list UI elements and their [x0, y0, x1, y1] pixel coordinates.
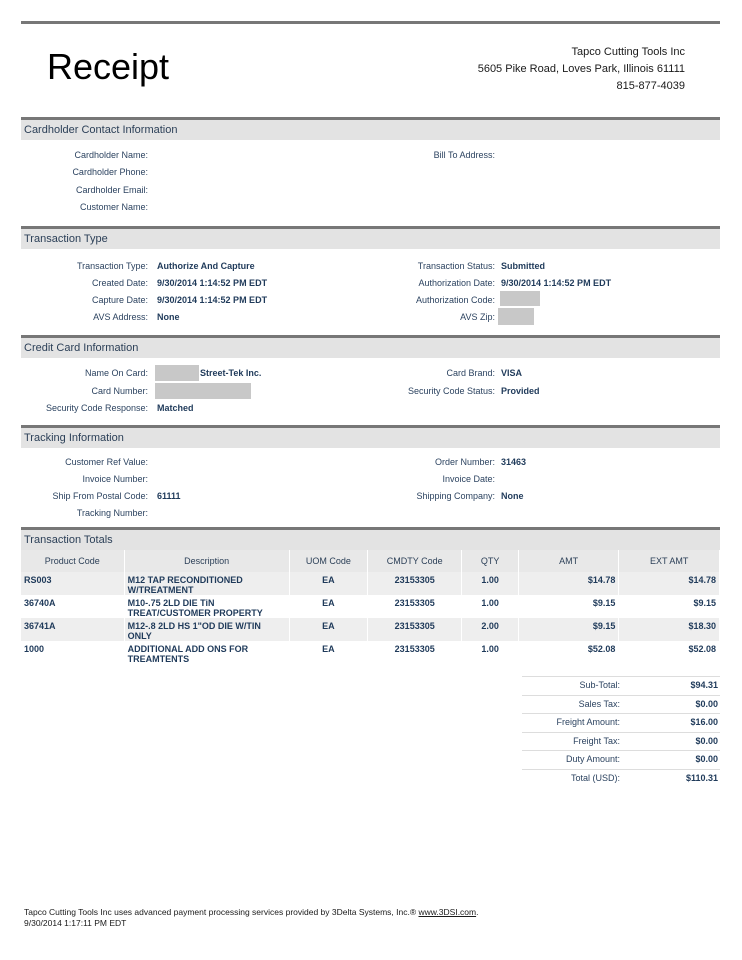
redacted-card-name: [155, 365, 199, 381]
auth-date-value: 9/30/2014 1:14:52 PM EDT: [501, 278, 612, 288]
company-name: Tapco Cutting Tools Inc: [571, 46, 685, 58]
total-row: [522, 770, 720, 788]
amt-cell: $9.15: [518, 595, 619, 618]
qty-cell: 2.00: [462, 618, 518, 641]
section-header: Transaction Type: [21, 226, 720, 249]
subtotal-row: [522, 677, 720, 696]
qty-cell: 1.00: [462, 572, 518, 595]
duty-amount-row: [522, 751, 720, 770]
sales-tax-label: Sales Tax:: [578, 698, 620, 709]
section-header: Transaction Totals: [21, 527, 720, 550]
created-date-label: Created Date:: [91, 278, 148, 288]
customer-name-label: Customer Name:: [79, 202, 148, 212]
sales-tax-row: [522, 696, 720, 715]
sales-tax-value: $0.00: [695, 698, 718, 709]
postal-code-label: Ship From Postal Code:: [52, 491, 148, 501]
freight-amount-row: [522, 714, 720, 733]
order-number-label: Order Number:: [434, 457, 495, 467]
uom-cell: EA: [289, 641, 367, 664]
page-title: Receipt: [47, 46, 170, 87]
subtotal-label: Sub-Total:: [579, 680, 620, 690]
footer-period: .: [476, 907, 479, 917]
description-cell: ADDITIONAL ADD ONS FOR TREAMTENTS: [124, 641, 289, 664]
cmdty-cell: 23153305: [367, 595, 462, 618]
description-cell: M12-.8 2LD HS 1"OD DIE W/TIN ONLY: [124, 618, 289, 641]
freight-tax-row: [522, 733, 720, 752]
cmdty-cell: 23153305: [367, 618, 462, 641]
tracking-number-label: Tracking Number:: [76, 508, 148, 518]
credit-card-section: [21, 335, 720, 358]
subtotal-value: $94.31: [690, 680, 718, 690]
freight-amount-value: $16.00: [690, 717, 718, 727]
ext-amt-cell: $18.30: [619, 618, 720, 641]
freight-amount-label: Freight Amount:: [556, 717, 620, 727]
name-on-card-label: Name On Card:: [84, 368, 148, 378]
postal-code-value: 61111: [157, 491, 181, 501]
footer-line: [24, 907, 478, 918]
footer-link[interactable]: www.3DSI.com: [418, 907, 477, 917]
amt-cell: $9.15: [518, 618, 619, 641]
redacted-auth-code: [500, 291, 540, 306]
footer-text: Tapco Cutting Tools Inc uses advanced payment processing services provided by 3Delta Systems, Inc.®: [24, 907, 417, 917]
cardholder-phone-label: Cardholder Phone:: [72, 167, 148, 177]
col-amt: AMT: [518, 550, 619, 572]
col-qty: QTY: [462, 550, 518, 572]
table-row: [21, 618, 720, 641]
section-header: Tracking Information: [21, 425, 720, 448]
capture-date-value: 9/30/2014 1:14:52 PM EDT: [157, 295, 268, 305]
qty-cell: 1.00: [462, 641, 518, 664]
transaction-status-label: Transaction Status:: [417, 261, 495, 271]
capture-date-label: Capture Date:: [91, 295, 148, 305]
line-items-table: [21, 550, 720, 664]
uom-cell: EA: [289, 618, 367, 641]
order-number-value: 31463: [501, 457, 527, 467]
col-uom-code: UOM Code: [289, 550, 367, 572]
ext-amt-cell: $52.08: [619, 641, 720, 664]
uom-cell: EA: [289, 572, 367, 595]
product-code-cell: 36740A: [21, 595, 124, 618]
name-on-card-value: Street-Tek Inc.: [200, 368, 262, 378]
col-product-code: Product Code: [21, 550, 124, 572]
ext-amt-cell: $14.78: [619, 572, 720, 595]
avs-address-label: AVS Address:: [93, 312, 148, 322]
section-header: Credit Card Information: [21, 335, 720, 358]
cardholder-email-label: Cardholder Email:: [75, 185, 148, 195]
created-date-value: 9/30/2014 1:14:52 PM EDT: [157, 278, 268, 288]
col-ext-amt: EXT AMT: [619, 550, 720, 572]
avs-zip-label: AVS Zip:: [460, 312, 495, 322]
product-code-cell: 1000: [21, 641, 124, 664]
section-header: Cardholder Contact Information: [21, 117, 720, 140]
card-number-label: Card Number:: [91, 386, 148, 396]
invoice-number-label: Invoice Number:: [82, 474, 148, 484]
duty-amount-value: $0.00: [695, 754, 718, 764]
redacted-card-number: [155, 383, 251, 399]
product-code-cell: RS003: [21, 572, 124, 595]
company-phone: 815-877-4039: [616, 80, 685, 92]
cardholder-section: [21, 117, 720, 140]
card-brand-value: VISA: [501, 368, 523, 378]
ext-amt-cell: $9.15: [619, 595, 720, 618]
auth-date-label: Authorization Date:: [418, 278, 495, 288]
table-header-row: [21, 550, 720, 572]
product-code-cell: 36741A: [21, 618, 124, 641]
invoice-date-label: Invoice Date:: [442, 474, 495, 484]
summary-block: [522, 676, 720, 787]
security-code-status-label: Security Code Status:: [407, 386, 495, 396]
amt-cell: $14.78: [518, 572, 619, 595]
duty-amount-label: Duty Amount:: [565, 754, 620, 764]
footer-timestamp: 9/30/2014 1:17:11 PM EDT: [24, 918, 127, 928]
uom-cell: EA: [289, 595, 367, 618]
table-row: [21, 572, 720, 595]
freight-tax-value: $0.00: [695, 735, 718, 746]
auth-code-label: Authorization Code:: [415, 295, 495, 305]
col-description: Description: [124, 550, 289, 572]
total-value: $110.31: [685, 772, 718, 783]
freight-tax-label: Freight Tax:: [573, 735, 620, 746]
cardholder-name-label: Cardholder Name:: [74, 150, 148, 160]
transaction-section: [21, 226, 720, 249]
table-row: [21, 641, 720, 664]
avs-address-value: None: [157, 312, 180, 322]
top-rule: [21, 21, 720, 24]
shipping-company-value: None: [501, 491, 524, 501]
company-block: [478, 44, 685, 95]
description-cell: M12 TAP RECONDITIONED W/TREATMENT: [124, 572, 289, 595]
qty-cell: 1.00: [462, 595, 518, 618]
security-code-status-value: Provided: [501, 386, 540, 396]
security-code-response-value: Matched: [157, 403, 194, 413]
transaction-type-value: Authorize And Capture: [157, 261, 255, 271]
card-brand-label: Card Brand:: [446, 368, 495, 378]
transaction-type-label: Transaction Type:: [76, 261, 148, 271]
company-address: 5605 Pike Road, Loves Park, Illinois 61111: [477, 63, 685, 75]
cmdty-cell: 23153305: [367, 641, 462, 664]
table-row: [21, 595, 720, 618]
col-cmdty-code: CMDTY Code: [367, 550, 462, 572]
total-label: Total (USD):: [570, 772, 620, 783]
redacted-avs-zip: [498, 308, 534, 325]
totals-section: [21, 527, 720, 664]
cmdty-cell: 23153305: [367, 572, 462, 595]
amt-cell: $52.08: [518, 641, 619, 664]
security-code-response-label: Security Code Response:: [45, 403, 148, 413]
shipping-company-label: Shipping Company:: [416, 491, 495, 501]
description-cell: M10-.75 2LD DIE TiN TREAT/CUSTOMER PROPERTY: [124, 595, 289, 618]
bill-to-label: Bill To Address:: [433, 150, 495, 160]
tracking-section: [21, 425, 720, 448]
customer-ref-label: Customer Ref Value:: [65, 457, 148, 467]
transaction-status-value: Submitted: [501, 261, 545, 271]
footer: [24, 907, 478, 929]
